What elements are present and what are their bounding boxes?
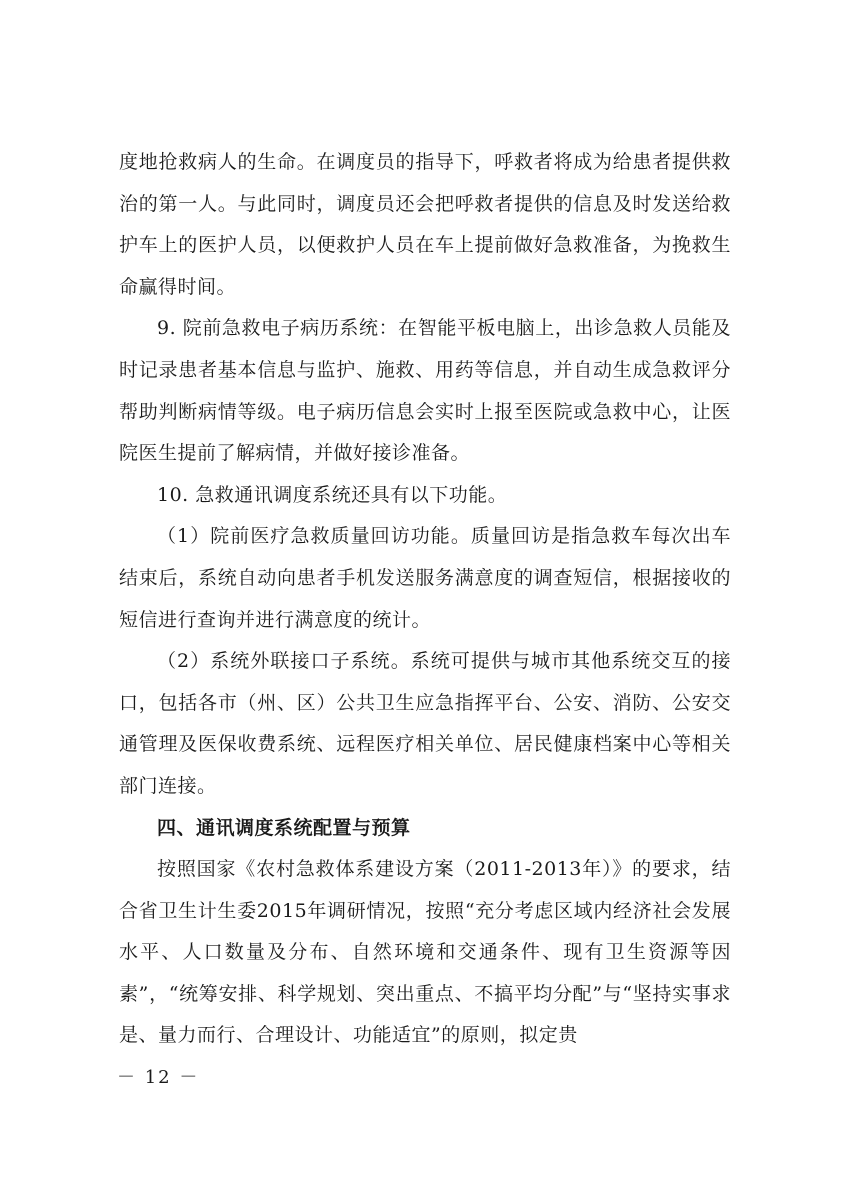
paragraph-continuation: 度地抢救病人的生命。在调度员的指导下，呼救者将成为给患者提供救治的第一人。与此同时，调度员还会把呼救者提供的信息及时发送给救护车上的医护人员，以便救护人员在车上提前做好急救准备，为挽救生命赢得时间。 [119,151,731,298]
section-heading: 四、通讯调度系统配置与预算 [157,816,411,839]
paragraph-subitem-1: （1）院前医疗急救质量回访功能。质量回访是指急救车每次出车结束后，系统自动向患者手机发送服务满意度的调查短信，根据接收的短信进行查询并进行满意度的统计。 [119,525,731,631]
paragraph-item-9: 9. 院前急救电子病历系统：在智能平板电脑上，出诊急救人员能及时记录患者基本信息与监护、施救、用药等信息，并自动生成急救评分帮助判断病情等级。电子病历信息会实时上报至医院或急救中心，让医院医生提前了解病情，并做好接诊准备。 [119,317,731,465]
paragraph-budget: 按照国家《农村急救体系建设方案（2011-2013年）》的要求，结合省卫生计生委2015年调研情况，按照“充分考虑区域内经济社会发展水平、人口数量及分布、自然环境和交通条件、现有卫生资源等因素”，“统筹安排、科学规划、突出重点、不搞平均分配”与“坚持实事求是、量力而行、合理设计、功能适宜”的原则，拟定贵 [119,858,731,1047]
paragraph-subitem-2: （2）系统外联接口子系统。系统可提供与城市其他系统交互的接口，包括各市（州、区）公共卫生应急指挥平台、公安、消防、公安交通管理及医保收费系统、远程医疗相关单位、居民健康档案中心等相关部门连接。 [119,650,731,797]
page-number: － 12 － [117,1067,200,1088]
document-body [119,142,731,1057]
paragraph-item-10: 10. 急救通讯调度系统还具有以下功能。 [157,483,508,506]
